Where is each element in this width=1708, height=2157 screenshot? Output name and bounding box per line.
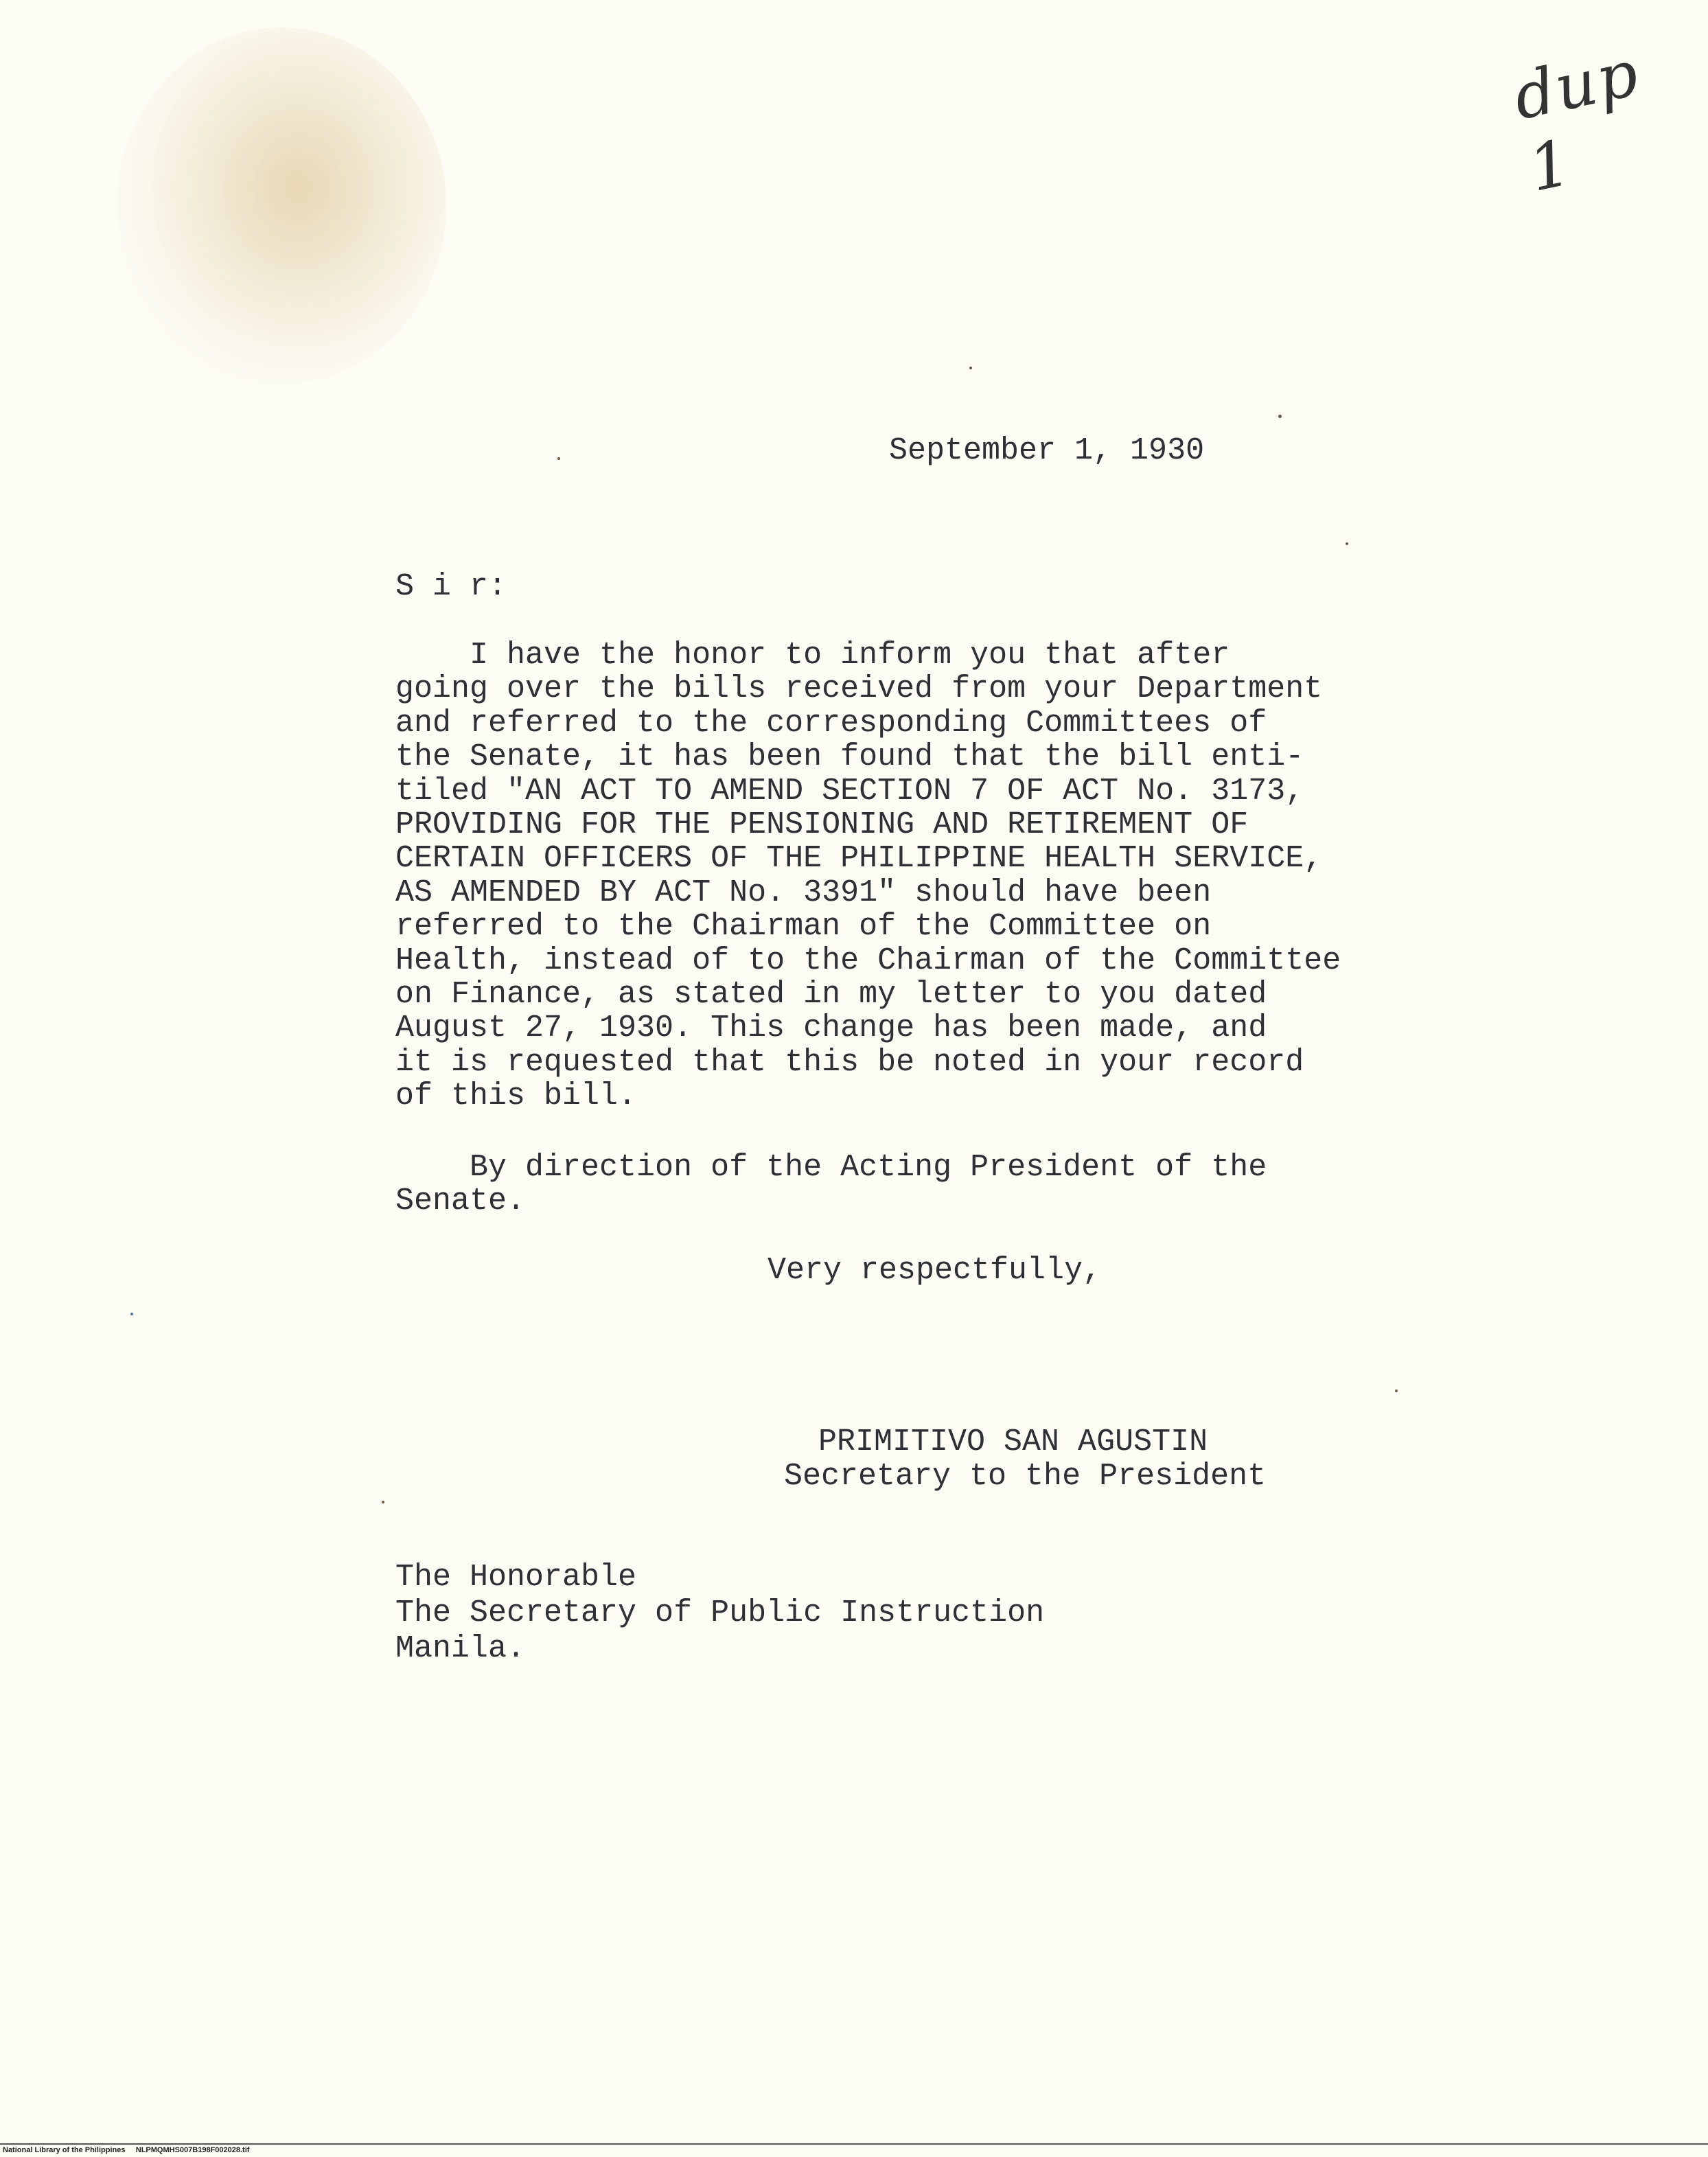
addressee-line: Manila. xyxy=(395,1631,526,1666)
water-stain xyxy=(117,27,446,384)
body-line: AS AMENDED BY ACT No. 3391" should have been xyxy=(395,875,1212,910)
signatory-name: PRIMITIVO SAN AGUSTIN xyxy=(818,1424,1208,1460)
body-line: of this bill. xyxy=(395,1078,637,1114)
paper-speck xyxy=(382,1501,384,1503)
salutation: S i r: xyxy=(395,569,507,604)
body-line: Health, instead of to the Chairman of the Committee xyxy=(395,943,1341,978)
body-line: the Senate, it has been found that the bill enti- xyxy=(395,739,1304,775)
footer-bar xyxy=(0,2143,1708,2157)
body-line: CERTAIN OFFICERS OF THE PHILIPPINE HEALTH SERVICE, xyxy=(395,841,1323,877)
signatory-title: Secretary to the President xyxy=(784,1459,1267,1494)
addressee-line: The Secretary of Public Instruction xyxy=(395,1595,1045,1630)
body-line: it is requested that this be noted in your record xyxy=(395,1044,1304,1080)
body-paragraph xyxy=(395,638,1341,1113)
footer-caption: National Library of the Philippines NLPMQMHS007B198F002028.tif xyxy=(3,2146,250,2154)
direction-line: By direction of the Acting President of the xyxy=(395,1150,1267,1185)
paper-speck xyxy=(130,1313,133,1315)
direction-paragraph xyxy=(395,1151,1267,1219)
direction-line: Senate. xyxy=(395,1184,526,1219)
body-line: on Finance, as stated in my letter to you dated xyxy=(395,976,1267,1012)
body-line: August 27, 1930. This change has been made, and xyxy=(395,1011,1267,1046)
paper-speck xyxy=(557,457,560,460)
body-line: tiled "AN ACT TO AMEND SECTION 7 OF ACT No. 3173, xyxy=(395,773,1304,809)
body-line: going over the bills received from your Department xyxy=(395,671,1323,707)
body-line: I have the honor to inform you that after xyxy=(395,638,1230,673)
letter-date: September 1, 1930 xyxy=(889,433,1205,468)
paper-speck xyxy=(969,367,972,369)
addressee-line: The Honorable xyxy=(395,1560,637,1595)
closing: Very respectfully, xyxy=(768,1253,1102,1288)
handwritten-note: dup 1 xyxy=(1507,36,1646,207)
addressee-block xyxy=(395,1560,1044,1667)
paper-speck xyxy=(1278,415,1282,418)
body-line: PROVIDING FOR THE PENSIONING AND RETIREMENT OF xyxy=(395,807,1249,842)
paper-speck xyxy=(1395,1389,1398,1392)
body-line: referred to the Chairman of the Committee on xyxy=(395,909,1212,945)
paper-speck xyxy=(1346,542,1348,545)
body-line: and referred to the corresponding Committees of xyxy=(395,705,1267,741)
